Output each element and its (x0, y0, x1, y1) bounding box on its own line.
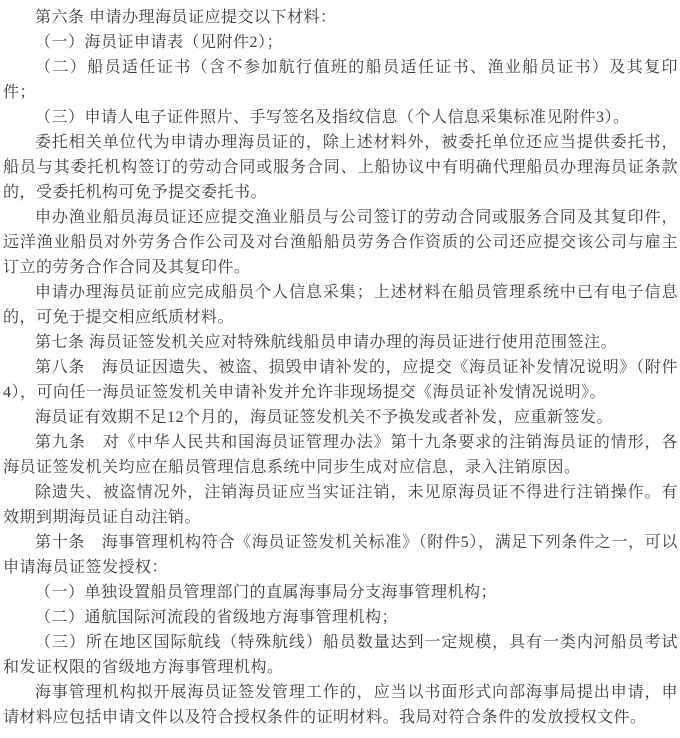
article-10-application-para: 海事管理机构拟开展海员证签发管理工作的，应当以书面形式向部海事局提出申请，申请材料应包括申请文件以及符合授权条件的证明材料。我局对符合条件的发放授权文件。 (3, 684, 678, 726)
article-10-item-1: （一）单独设置船员管理部门的直属海事局分支海事管理机构； (35, 584, 498, 601)
article-8: 第八条 海员证因遗失、被盗、损毁申请补发的，应提交《海员证补发情况说明》（附件4），可向任一海员证签发机关申请补发并允许非现场提交《海员证补发情况说明》。 (3, 359, 678, 401)
article-6-item-2: （二）船员适任证书（含不参加航行值班的船员适任证书、渔业船员证书）及其复印件； (3, 59, 678, 101)
article-9-cancellation-para: 除遗失、被盗情况外，注销海员证应当实证注销，未见原海员证不得进行注销操作。有效期到期海员证自动注销。 (3, 484, 678, 526)
article-8-validity-para: 海员证有效期不足12个月的，海员证签发机关不予换发或者补发，应重新签发。 (35, 409, 614, 426)
article-6-fishery-para: 申办渔业船员海员证还应提交渔业船员与公司签订的劳动合同或服务合同及其复印件，远洋渔业船员对外劳务合作公司及对台渔船船员劳务合作资质的公司还应提交该公司与雇主订立的劳务合作合同及其复印件。 (3, 209, 678, 276)
article-10-item-3: （三）所在地区国际航线（特殊航线）船员数量达到一定规模，具有一类内河船员考试和发证权限的省级地方海事管理机构。 (3, 634, 678, 676)
article-6-item-1: （一）海员证申请表（见附件2）； (35, 34, 284, 51)
article-7: 第七条 海员证签发机关应对特殊航线船员申请办理的海员证进行使用范围签注。 (35, 334, 618, 351)
article-10: 第十条 海事管理机构符合《海员证签发机关标准》（附件5），满足下列条件之一，可以申请海员证签发授权： (3, 534, 678, 576)
article-6-info-collection-para: 申请办理海员证前应完成船员个人信息采集；上述材料在船员管理系统中已有电子信息的，可免于提交相应纸质材料。 (3, 284, 678, 326)
article-6-item-3: （三）申请人电子证件照片、手写签名及指纹信息（个人信息采集标准见附件3）。 (35, 109, 630, 126)
article-6-delegation-para: 委托相关单位代为申请办理海员证的，除上述材料外，被委托单位还应当提供委托书，船员与其委托机构签订的劳动合同或服务合同、上船协议中有明确代理船员办理海员证条款的，受委托机构可免予提交委托书。 (3, 134, 678, 201)
article-10-item-2: （二）通航国际河流段的省级地方海事管理机构； (35, 609, 399, 626)
article-9: 第九条 对《中华人民共和国海员证管理办法》第十九条要求的注销海员证的情形，各海员证签发机关均应在船员管理信息系统中同步生成对应信息，录入注销原因。 (3, 434, 678, 476)
article-6-intro: 第六条 申请办理海员证应提交以下材料： (35, 9, 337, 26)
